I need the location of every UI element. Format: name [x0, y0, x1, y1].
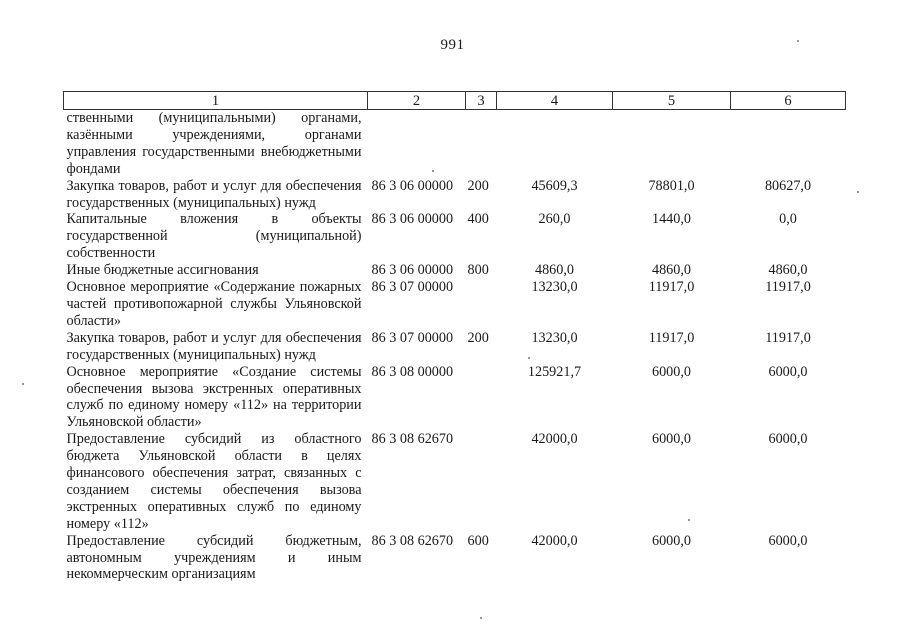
- row-value-col5: 11917,0: [648, 279, 695, 296]
- row-code: 86 3 08 00000: [371, 363, 454, 380]
- row-expense-type: 200: [467, 177, 489, 194]
- row-description: Предоставление субсидий бюджетным, автономным учреждениям и иным некоммерческим организациям: [66, 532, 362, 583]
- scan-speck: [480, 617, 482, 619]
- row-value-col5: 1440,0: [651, 211, 691, 228]
- row-value-col4: 13230,0: [531, 279, 578, 296]
- row-code: 86 3 08 62670: [371, 431, 454, 448]
- table-row: [64, 178, 846, 212]
- table-row: [64, 262, 846, 279]
- scan-speck: [688, 519, 690, 521]
- column-header: 4: [497, 92, 613, 110]
- row-expense-type: [466, 364, 497, 432]
- row-value-col6: 6000,0: [768, 431, 808, 448]
- row-code: 86 3 06 00000: [371, 262, 454, 279]
- row-value-col6: 80627,0: [764, 177, 812, 194]
- scan-speck: [432, 170, 434, 172]
- budget-table: [63, 91, 846, 583]
- row-expense-type: 600: [467, 532, 489, 549]
- scan-speck: [22, 383, 24, 385]
- row-expense-type: 800: [467, 262, 489, 279]
- table-row: [64, 533, 846, 584]
- table-row: [64, 211, 846, 262]
- row-value-col4: 125921,7: [527, 363, 582, 380]
- row-value-col5: 11917,0: [648, 329, 695, 346]
- row-value-col4: 42000,0: [531, 431, 578, 448]
- row-value-col4: [497, 110, 613, 178]
- row-code: 86 3 06 00000: [371, 211, 454, 228]
- row-description: Предоставление субсидий из областного бюджета Ульяновской области в целях финансового обеспечения затрат, связанных с созданием системы обеспечения вызова экстренных оперативных служб по единому номеру «112»: [66, 431, 362, 532]
- column-header: 3: [466, 92, 497, 110]
- row-value-col4: 45609,3: [531, 177, 578, 194]
- scan-speck: [857, 191, 859, 193]
- column-header: 5: [613, 92, 731, 110]
- row-description: ственными (муниципальными) органами, казёнными учреждениями, органами управления государственными внебюджетными фондами: [66, 110, 362, 177]
- row-expense-type: 200: [467, 329, 489, 346]
- table-row: [64, 279, 846, 330]
- row-value-col5: 78801,0: [648, 177, 695, 194]
- table-header-row: [64, 92, 846, 110]
- row-value-col6: 11917,0: [765, 279, 811, 296]
- column-header: 1: [64, 92, 368, 110]
- row-description: Капитальные вложения в объекты государственной (муниципальной) собственности: [66, 211, 362, 262]
- row-value-col5: 6000,0: [651, 363, 691, 380]
- row-code: [368, 110, 466, 178]
- row-value-col6: 6000,0: [768, 532, 808, 549]
- page-number: 991: [440, 37, 465, 53]
- row-code: 86 3 07 00000: [371, 279, 454, 296]
- row-code: 86 3 07 00000: [371, 329, 454, 346]
- scan-speck: [528, 357, 530, 359]
- table-row: [64, 364, 846, 432]
- row-description: Закупка товаров, работ и услуг для обеспечения государственных (муниципальных) нужд: [66, 329, 362, 363]
- row-expense-type: [466, 279, 497, 330]
- table-row: [64, 330, 846, 364]
- row-expense-type: [466, 431, 497, 532]
- row-value-col4: 260,0: [538, 211, 571, 228]
- row-description: Основное мероприятие «Создание системы обеспечения вызова экстренных оперативных служб по единому номеру «112» на территории Ульяновской области»: [66, 363, 362, 431]
- column-header: 2: [368, 92, 466, 110]
- row-value-col6: 4860,0: [768, 262, 808, 279]
- table-body: [64, 110, 846, 584]
- row-value-col4: 13230,0: [531, 329, 578, 346]
- row-description: Иные бюджетные ассигнования: [66, 262, 259, 279]
- row-description: Основное мероприятие «Содержание пожарных частей противопожарной службы Ульяновской области»: [66, 279, 362, 329]
- row-value-col4: 42000,0: [531, 532, 578, 549]
- table-row: [64, 110, 846, 178]
- row-value-col6: 6000,0: [768, 363, 808, 380]
- column-header: 6: [731, 92, 846, 110]
- row-value-col6: 11917,0: [765, 329, 811, 346]
- row-value-col5: [613, 110, 731, 178]
- row-expense-type: [466, 110, 497, 178]
- row-value-col6: [731, 110, 846, 178]
- row-value-col5: 6000,0: [651, 532, 691, 549]
- row-value-col5: 4860,0: [651, 262, 691, 279]
- row-value-col4: 4860,0: [534, 262, 574, 279]
- row-expense-type: 400: [467, 211, 489, 228]
- row-description: Закупка товаров, работ и услуг для обеспечения государственных (муниципальных) нужд: [66, 177, 362, 211]
- row-value-col6: 0,0: [779, 211, 797, 228]
- scan-speck: [797, 40, 799, 42]
- row-code: 86 3 08 62670: [371, 532, 454, 549]
- row-value-col5: 6000,0: [651, 431, 691, 448]
- row-code: 86 3 06 00000: [371, 177, 454, 194]
- table-row: [64, 431, 846, 532]
